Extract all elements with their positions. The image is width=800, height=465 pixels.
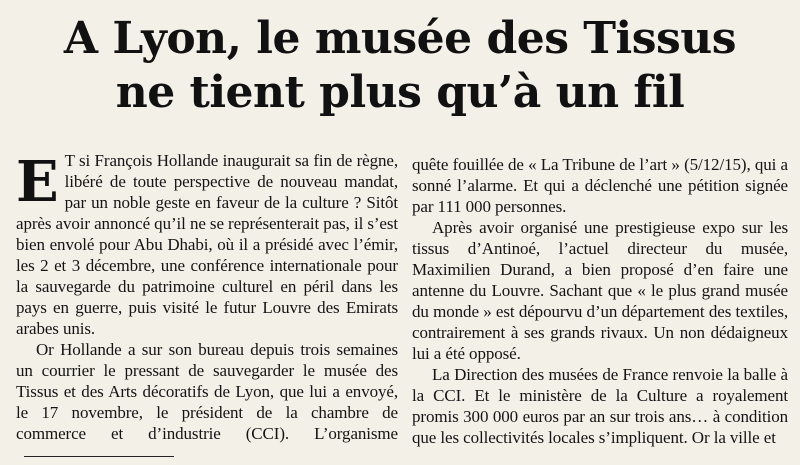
paragraph-1 (16, 150, 398, 339)
drop-cap: E (16, 149, 59, 215)
headline-line-1: A Lyon, le musée des Tissus (63, 13, 737, 64)
left-column (16, 150, 398, 465)
paragraph-5: La Direction des musées de France renvoie la balle à la CCI. Et le ministère de la Culture a royalement promis 300 000 euros par an sur trois ans… à condition que les collectivités locales s’impliquent. Or la ville et (412, 365, 788, 447)
right-column (412, 154, 788, 448)
paragraph-2 (16, 339, 398, 465)
continuation-rule (24, 456, 174, 457)
paragraph-4: Après avoir organisé une prestigieuse expo sur les tissus d’Antinoé, l’actuel directeur du musée, Maximilien Durand, a bien proposé d’en faire une antenne du Louvre. Sachant que « le plus grand musée du monde » est dépourvu d’un département des textiles, contrairement à ses grands rivaux. Un non dédaigneux lui a été opposé. (412, 218, 788, 363)
headline-line-2: ne tient plus qu’à un fil (115, 67, 685, 118)
paragraph-3: quête fouillée de « La Tribune de l’art » (5/12/15), qui a sonné l’alarme. Et qui a déclenché une pétition signée par 111 000 personnes. (412, 155, 788, 216)
article-headline (0, 12, 800, 120)
paragraph-2-text: Or Hollande a sur son bureau depuis trois semaines un courrier le pressant de sauvegarder le musée des Tissus et des Arts décoratifs de Lyon, que lui a envoyé, le 17 novembre, le président de la chambre de commerce et d’industrie (CCI). L’organisme (16, 340, 398, 443)
paragraph-1-text: T si François Hollande inaugurait sa fin de règne, libéré de toute perspective de nouveau mandat, par un noble geste en faveur de la culture ? Sitôt après avoir annoncé qu’il ne se représenterait pas, il s’est bien envolé pour Abu Dhabi, où il a présidé avec l’émir, les 2 et 3 décembre, une conférence internationale pour la sauvegarde du patrimoine culturel en péril dans les pays en guerre, puis visité le futur Louvre des Emirats arabes unis. (16, 151, 399, 338)
